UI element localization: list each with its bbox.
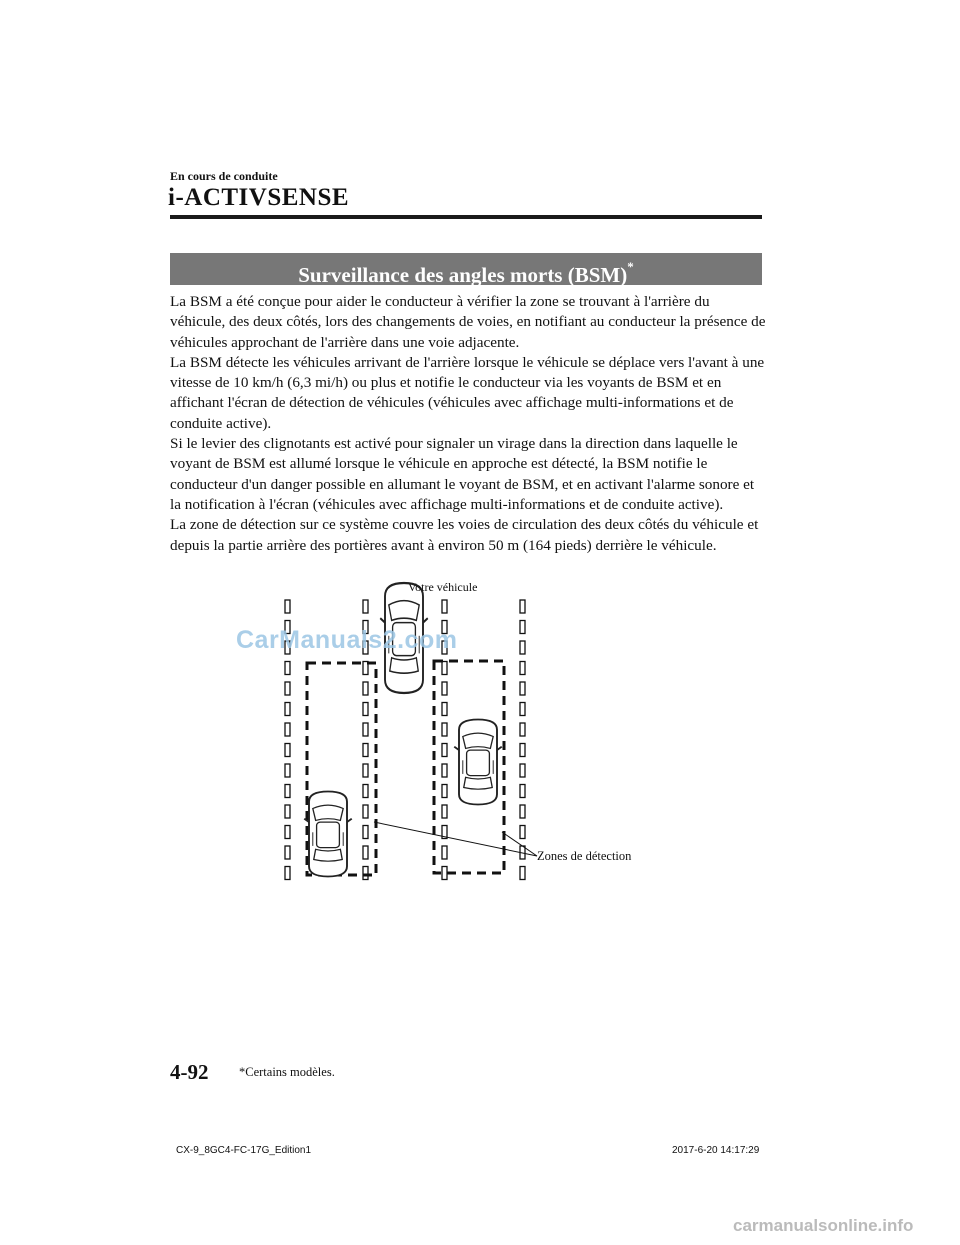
paragraph: La BSM a été conçue pour aider le conducteur à vérifier la zone se trouvant à l'arrière du véhicule, des deux côtés, lors des changements de voies, en notifiant au conducteur la présence de véhicules approchant de l'arrière dans une voie adjacente. (170, 293, 766, 351)
page-number: 4-92 (170, 1060, 209, 1084)
lane-marker (520, 785, 525, 798)
footnote: *Certains modèles. (239, 1065, 335, 1079)
lane-marker (442, 764, 447, 777)
lane-marker (520, 682, 525, 695)
lane-marker (442, 867, 447, 880)
lane-marker (520, 662, 525, 675)
lane-marker (363, 805, 368, 818)
document-code: CX-9_8GC4-FC-17G_Edition1 (176, 1145, 312, 1156)
lane-marker (520, 867, 525, 880)
lane-marker (442, 846, 447, 859)
lane-marker (363, 703, 368, 716)
lane-marker (442, 785, 447, 798)
paragraph: La BSM détecte les véhicules arrivant de l'arrière lorsque le véhicule se déplace vers l'avant à une vitesse de 10 km/h (6,3 mi/h) ou plus et notifie le conducteur via les voyants de BSM et en affichant l'écran de détection de véhicules (véhicules avec affichage multi-informations et de conduite active). (170, 353, 765, 432)
lane-marker (363, 846, 368, 859)
lane-marker (520, 805, 525, 818)
approaching-vehicle-left-icon (304, 792, 352, 877)
lane-marker (285, 703, 290, 716)
lane-marker (520, 723, 525, 736)
body-text (170, 292, 766, 556)
paragraph: Si le levier des clignotants est activé pour signaler un virage dans la direction dans laquelle le voyant de BSM est allumé lorsque le véhicule en approche est détecté, la BSM notifie le conducteur d'un danger possible en allumant le voyant de BSM, et en activant l'alarme sonore et la notification à l'écran (véhicules avec affichage multi-informations et de conduite active). (170, 435, 755, 513)
lane-marker (285, 600, 290, 613)
title-footnote-marker: * (627, 259, 634, 274)
document-timestamp: 2017-6-20 14:17:29 (672, 1145, 760, 1156)
lane-marker (520, 600, 525, 613)
lane-marker (363, 764, 368, 777)
lane-marker (285, 723, 290, 736)
chapter-title: i-ACTIVSENSE (168, 184, 350, 211)
carmanuals-watermark: CarManuals2.com (236, 626, 458, 654)
own-vehicle-label: Votre véhicule (408, 580, 478, 594)
lane-marker (285, 662, 290, 675)
detection-zones-label: Zones de détection (537, 849, 632, 863)
lane-marker (285, 764, 290, 777)
chapter-divider (170, 215, 762, 219)
lane-marker (363, 723, 368, 736)
lane-marker (442, 600, 447, 613)
lane-marker (363, 785, 368, 798)
lane-marker (520, 621, 525, 634)
lane-marker (363, 600, 368, 613)
lane-marker (442, 805, 447, 818)
lane-marker (285, 682, 290, 695)
section-title: Surveillance des angles morts (BSM) (298, 263, 628, 287)
lane-marker (285, 826, 290, 839)
lane-marker (363, 826, 368, 839)
lane-marker (442, 703, 447, 716)
lane-marker (285, 846, 290, 859)
lane-marker (520, 703, 525, 716)
lane-marker (520, 744, 525, 757)
section-title-bar (170, 253, 762, 285)
lane-marker (285, 744, 290, 757)
bsm-detection-diagram (270, 578, 670, 888)
paragraph: La zone de détection sur ce système couvre les voies de circulation des deux côtés du véhicule et depuis la partie arrière des portières avant à environ 50 m (164 pieds) derrière le véhicule. (170, 516, 759, 554)
site-watermark: carmanualsonline.info (733, 1216, 914, 1235)
lane-marker (520, 764, 525, 777)
lane-marker (285, 805, 290, 818)
lane-marker (363, 744, 368, 757)
lane-marker (285, 785, 290, 798)
lane-marker (285, 867, 290, 880)
lane-marker (363, 682, 368, 695)
lane-marker (520, 641, 525, 654)
lane-marker (442, 682, 447, 695)
lane-marker (363, 867, 368, 880)
lane-marker (442, 744, 447, 757)
lane-marker (442, 723, 447, 736)
lane-marker (520, 826, 525, 839)
section-label: En cours de conduite (170, 169, 278, 183)
approaching-vehicle-right-icon (454, 720, 502, 805)
lane-marker (442, 662, 447, 675)
